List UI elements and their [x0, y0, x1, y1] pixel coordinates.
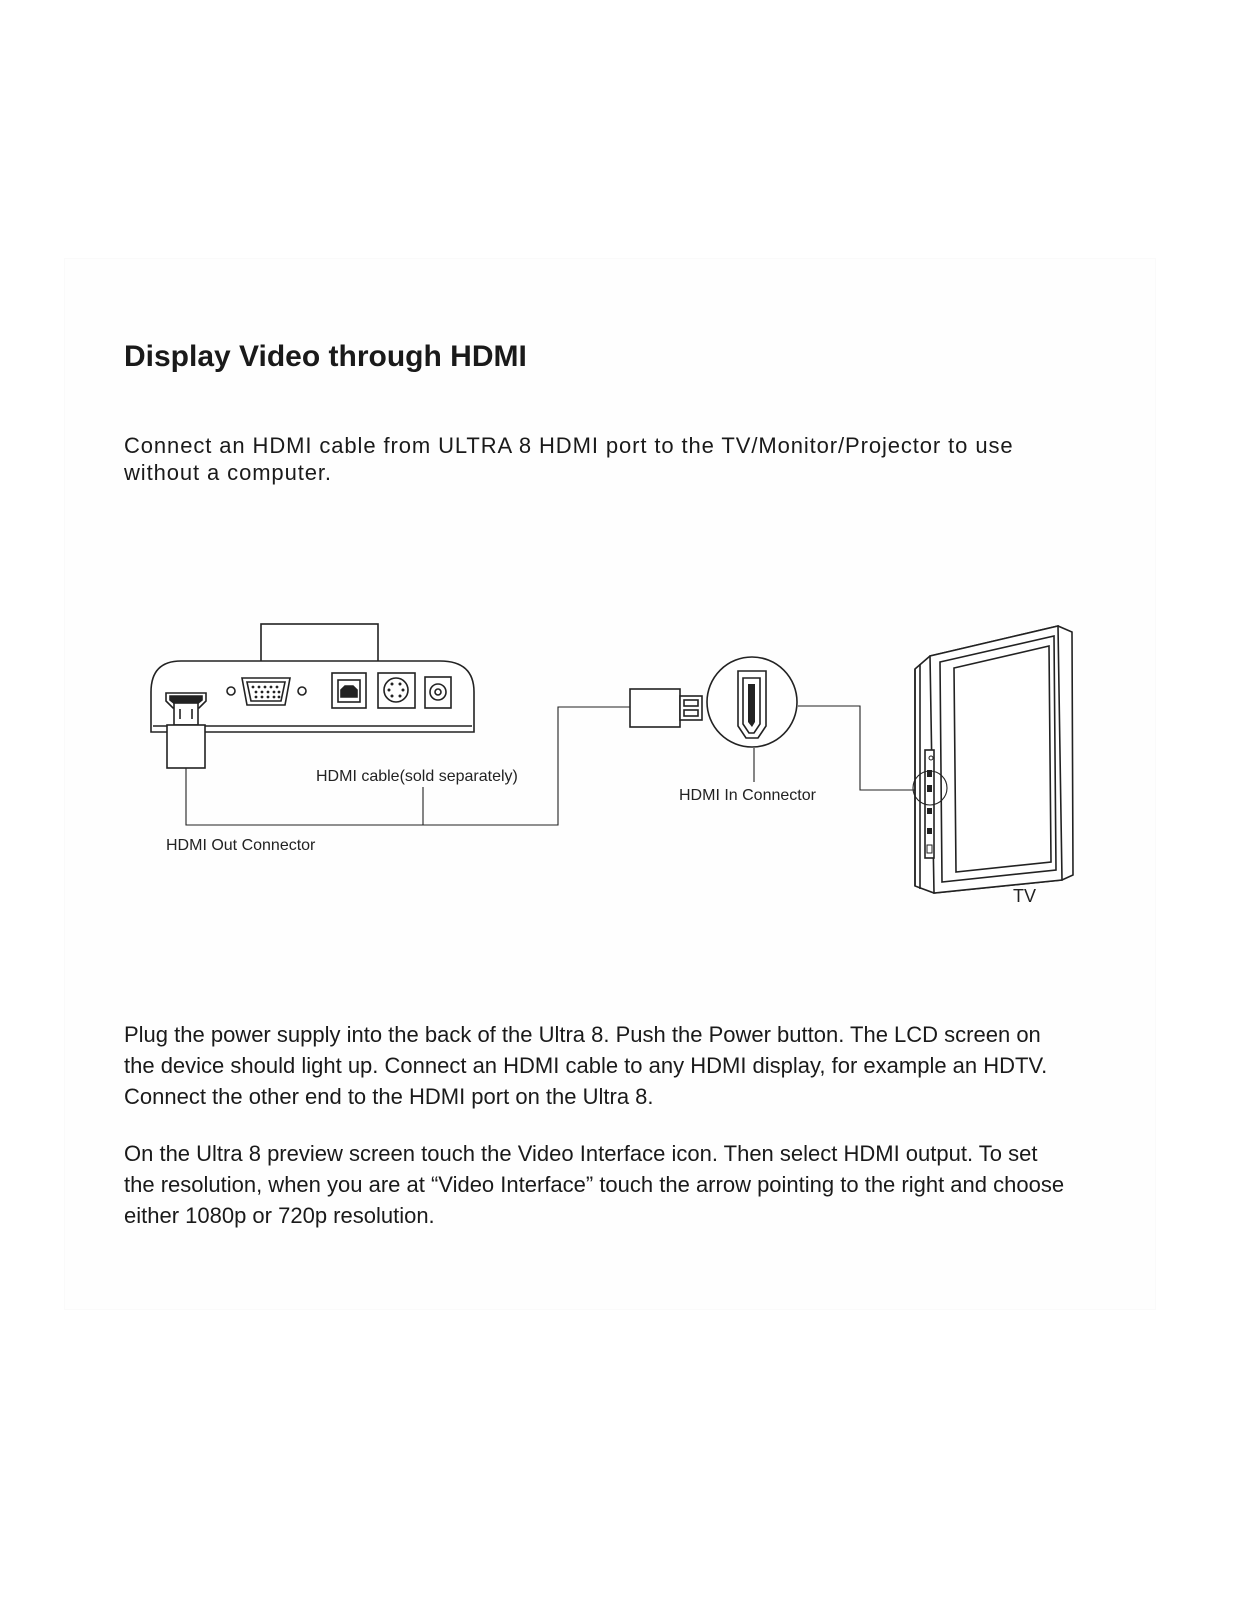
- paragraph-1-line-1: Plug the power supply into the back of the Ultra 8. Push the Power button. The LCD screen on: [124, 1022, 1041, 1047]
- paragraph-1-line-2: the device should light up. Connect an HDMI cable to any HDMI display, for example an HDTV.: [124, 1053, 1048, 1078]
- usb-port: [332, 673, 366, 708]
- hdmi-out-connector-label: HDMI Out Connector: [166, 837, 316, 854]
- zoom-leader-line: [798, 706, 916, 790]
- tv-label: TV: [1013, 886, 1037, 906]
- hdmi-plug-tv: [630, 689, 702, 727]
- power-port: [425, 677, 451, 708]
- page-title: Display Video through HDMI: [124, 340, 527, 373]
- intro-text-line-2: without a computer.: [124, 460, 332, 485]
- hdmi-in-connector-zoom: [707, 657, 797, 782]
- ultra8-device: [151, 624, 474, 732]
- paragraph-2-line-2: the resolution, when you are at “Video Interface” touch the arrow pointing to the right and choose: [124, 1172, 1065, 1197]
- paragraph-1-line-3: Connect the other end to the HDMI port on the Ultra 8.: [124, 1084, 654, 1109]
- hdmi-in-connector-label: HDMI In Connector: [679, 787, 816, 804]
- cable-label: HDMI cable(sold separately): [316, 768, 518, 785]
- tv-illustration: [913, 626, 1073, 893]
- paragraph-2-line-1: On the Ultra 8 preview screen touch the Video Interface icon. Then select HDMI output. To set: [124, 1141, 1038, 1166]
- hdmi-connection-diagram: [0, 600, 1237, 930]
- paragraph-2-line-3: either 1080p or 720p resolution.: [124, 1203, 435, 1228]
- intro-text-line-1: Connect an HDMI cable from ULTRA 8 HDMI port to the TV/Monitor/Projector to use: [124, 433, 1014, 458]
- svideo-port: [378, 673, 415, 708]
